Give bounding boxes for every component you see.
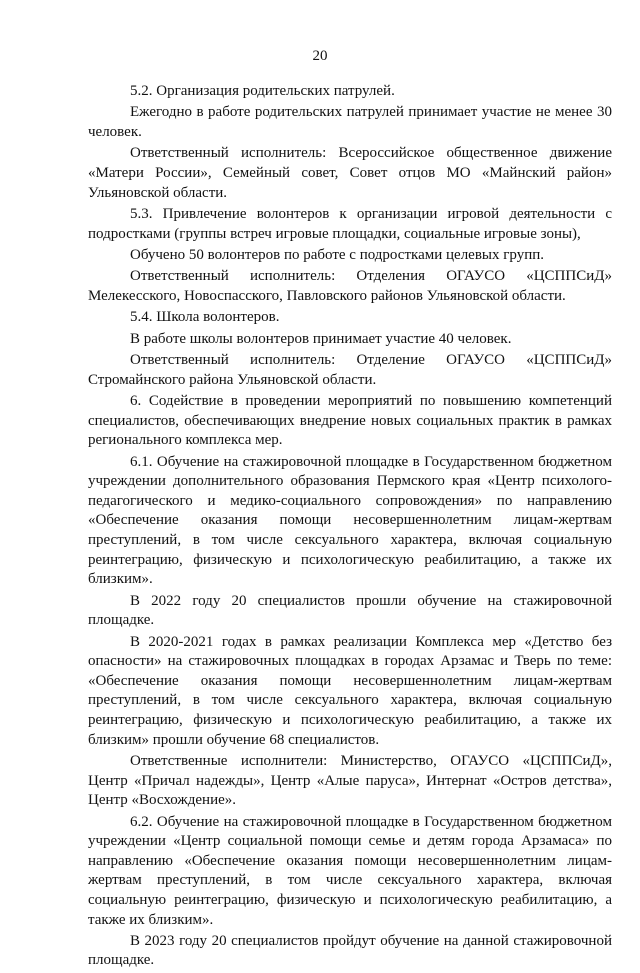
paragraph-5-3-heading: 5.3. Привлечение волонтеров к организации игровой деятельности с подростками (группы встреч игровые площадки, социальные игровые зоны),: [88, 205, 612, 242]
paragraph-6-2-heading: 6.2. Обучение на стажировочной площадке в Государственном бюджетном учреждении «Центр социальной помощи семье и детям города Арзамаса» по направлению «Обеспечение оказания помощи несовершеннолетним лицам-жертвам преступлений, в том числе сексуального характера, включая социальную реинтеграцию, физическую и психологическую реабилитацию, а также их близким».: [88, 813, 612, 928]
paragraph-5-2-responsible: Ответственный исполнитель: Всероссийское общественное движение «Матери России», Семейный совет, Совет отцов МО «Майнский район» Ульяновской области.: [88, 145, 612, 201]
paragraph-6-2-result-2023: В 2023 году 20 специалистов пройдут обучение на данной стажировочной площадке.: [88, 932, 612, 969]
paragraph-5-3-text: Обучено 50 волонтеров по работе с подростками целевых групп.: [130, 246, 545, 263]
paragraph-6-heading: 6. Содействие в проведении мероприятий по повышению компетенций специалистов, обеспечивающих внедрение новых социальных практик в рамках регионального комплекса мер.: [88, 393, 612, 449]
paragraph-5-2-text: Ежегодно в работе родительских патрулей принимает участие не менее 30 человек.: [88, 104, 612, 140]
paragraph-5-4-heading: 5.4. Школа волонтеров.: [130, 309, 280, 326]
paragraph-6-1-heading: 6.1. Обучение на стажировочной площадке в Государственном бюджетном учреждении дополнительного образования Пермского края «Центр психолого-педагогического и медико-социального сопровождения» по направлению «Обеспечение оказания помощи несовершеннолетним лицам-жертвам преступлений, в том числе сексуального характера, включая социальную реинтеграцию, физическую и психологическую реабилитацию, а также их близким».: [88, 453, 612, 588]
page-number: 20: [312, 48, 328, 64]
paragraph-5-3-responsible: Ответственный исполнитель: Отделения ОГАУСО «ЦСППСиД» Мелекесского, Новоспасского, Павловского районов Ульяновской области.: [88, 268, 612, 304]
paragraph-5-4-text: В работе школы волонтеров принимает участие 40 человек.: [130, 330, 512, 347]
paragraph-5-4-responsible: Ответственный исполнитель: Отделение ОГАУСО «ЦСППСиД» Стромайнского района Ульяновской области.: [88, 352, 612, 388]
paragraph-5-2-heading: 5.2. Организация родительских патрулей.: [130, 83, 395, 99]
paragraph-6-1-result-2020-2021: В 2020-2021 годах в рамках реализации Комплекса мер «Детство без опасности» на стажировочных площадках в городах Арзамас и Тверь по теме: «Обеспечение оказания помощи несовершеннолетним лицам-жертвам преступлений, в том числе сексуального характера, включая социальную реинтеграцию, физическую и психологическую реабилитацию, а также их близким» прошли обучение 68 специалистов.: [88, 633, 612, 748]
paragraph-6-1-result-2022: В 2022 году 20 специалистов прошли обучение на стажировочной площадке.: [88, 592, 612, 629]
paragraph-6-1-responsible: Ответственные исполнители: Министерство, ОГАУСО «ЦСППСиД», Центр «Причал надежды», Центр «Алые паруса», Интернат «Остров детства», Центр «Восхождение».: [88, 752, 612, 809]
document-body: [88, 82, 612, 973]
